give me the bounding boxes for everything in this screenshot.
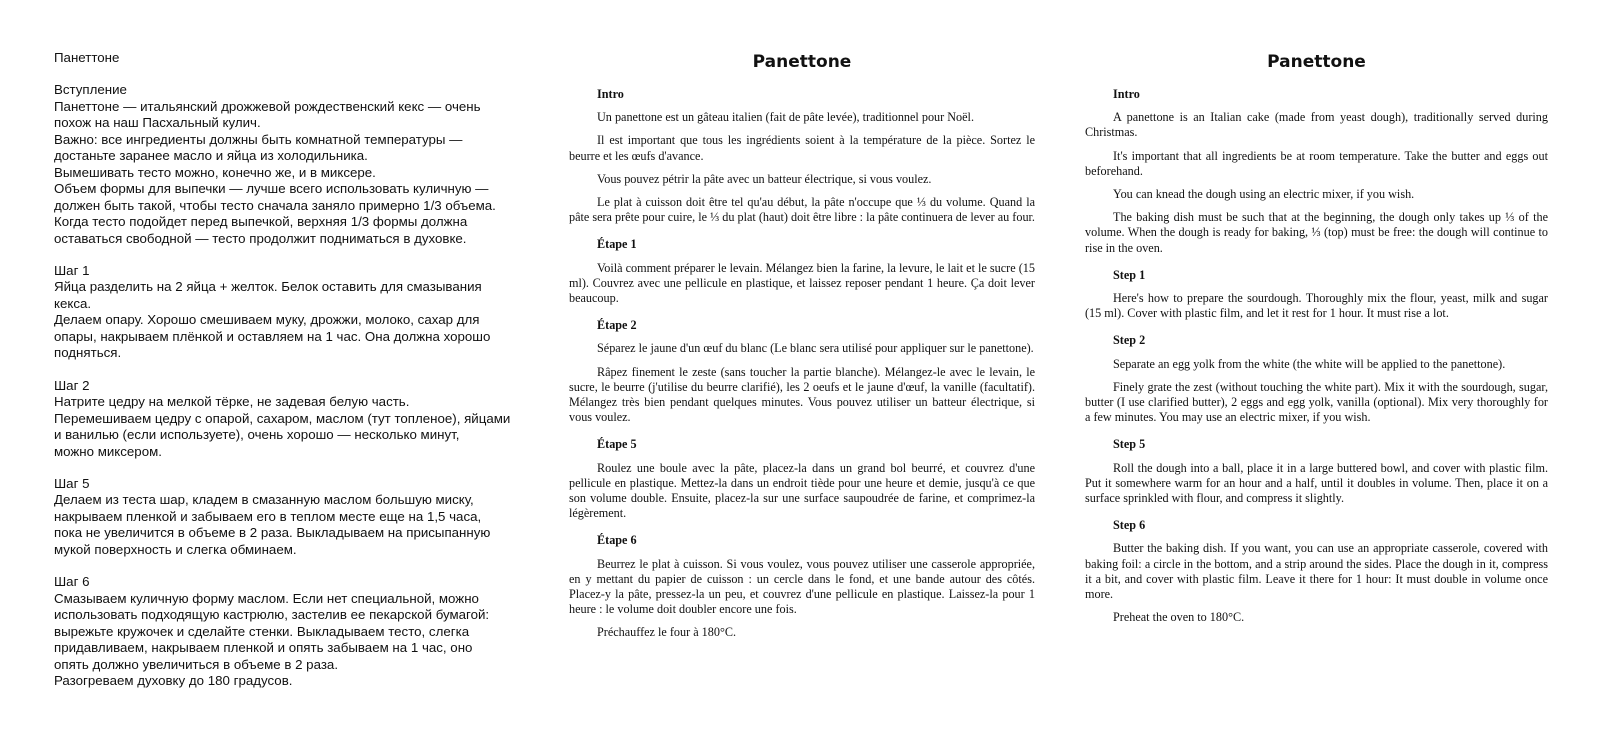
ru-intro-line: Важно: все ингредиенты должны быть комнатной температуры —	[54, 131, 463, 147]
ru-step6-line: Разогреваем духовку до 180 градусов.	[54, 672, 293, 688]
fr-step2-paragraph: Râpez finement le zeste (sans toucher la partie blanche). Mélangez-le avec le levain, le sucre, le beurre (j'utilise du beurre clarifié), les 2 oeufs et le jaune d'œuf, la vanille (facultatif). Mélangez très bien pendant quelques minutes. Vous pouvez utiliser un batteur électrique, si vous voulez.	[569, 364, 1035, 425]
ru-intro-line: Когда тесто подойдет перед выпечкой, верхняя 1/3 формы должна	[54, 214, 468, 230]
en-title: Panettone	[1267, 52, 1366, 72]
fr-intro-paragraph: Il est important que tous les ingrédients soient à la température de la pièce. Sortez le beurre et les œufs d'avance.	[569, 133, 1035, 163]
en-step6-heading: Step 6	[1113, 518, 1146, 533]
fr-intro-paragraph: Un panettone est un gâteau italien (fait de pâte levée), traditionnel pour Noël.	[597, 110, 974, 125]
fr-step2-paragraph: Séparez le jaune d'un œuf du blanc (Le blanc sera utilisé pour appliquer sur le panettone).	[597, 341, 1034, 356]
fr-step1-paragraph: Voilà comment préparer le levain. Mélangez bien la farine, la levure, le lait et le sucre (15 ml). Couvrez avec une pellicule en plastique, et laissez reposer pendant 1 heure. Ça doit lever beaucoup.	[569, 260, 1035, 306]
ru-step1-line: Делаем опару. Хорошо смешиваем муку, дрожжи, молоко, сахар для	[54, 312, 480, 328]
ru-step6-line: вырежьте кружочек и сделайте стенки. Выкладываем тесто, слегка	[54, 623, 470, 639]
ru-intro-line: должен быть такой, чтобы тесто сначала заняло примерно 1/3 объема.	[54, 197, 496, 213]
fr-step6-paragraph: Préchauffez le four à 180°C.	[597, 625, 736, 640]
ru-intro-line: достаньте заранее масло и яйца из холодильника.	[54, 148, 368, 164]
ru-step1-heading: Шаг 1	[54, 262, 90, 278]
en-intro-paragraph: It's important that all ingredients be at room temperature. Take the butter and eggs out beforehand.	[1085, 148, 1548, 178]
ru-intro-heading: Вступление	[54, 82, 127, 98]
fr-step6-paragraph: Beurrez le plat à cuisson. Si vous voulez, vous pouvez utiliser une casserole appropriée, en y mettant du papier de cuisson : un cercle dans le fond, et une bande autour des côtés. Placez-y la pâte, pressez-la un peu, et couvrez d'une pellicule en plastique. Laissez-la pour 1 heure : le volume doit doubler encore une fois.	[569, 556, 1035, 617]
fr-intro-heading: Intro	[597, 87, 624, 101]
en-step2-heading: Step 2	[1113, 333, 1146, 348]
ru-step2-line: можно миксером.	[54, 443, 162, 459]
en-intro-paragraph: The baking dish must be such that at the beginning, the dough only takes up ⅓ of the volume. When the dough is ready for baking, ⅓ (top) must be free: the dough will continue to rise in the oven.	[1085, 210, 1548, 255]
en-step5-heading: Step 5	[1113, 437, 1146, 452]
en-step2-paragraph: Separate an egg yolk from the white (the white will be applied to the panettone).	[1113, 356, 1506, 371]
en-intro-heading: Intro	[1113, 87, 1140, 101]
ru-intro-line: Панеттоне — итальянский дрожжевой рождественский кекс — очень	[54, 98, 481, 114]
en-step2-paragraph: Finely grate the zest (without touching the white part). Mix it with the sourdough, sugar, butter (I use clarified butter), 2 eggs and egg yolk, vanilla (optional). Mix very thoroughly for a few minutes. You may use an electric mixer, if you wish.	[1085, 379, 1548, 425]
en-step5-paragraph: Roll the dough into a ball, place it in a large buttered bowl, and cover with plastic film. Put it somewhere warm for an hour and a half, until it doubles in volume. Then, place it on a surface sprinkled with flour, and compress it slightly.	[1085, 460, 1548, 506]
ru-step5-line: мукой поверхность и слегка обминаем.	[54, 541, 297, 557]
ru-step6-heading: Шаг 6	[54, 574, 90, 590]
ru-step1-line: опары, накрываем плёнкой и оставляем на 1 час. Она должна хорошо	[54, 328, 491, 344]
ru-intro-line: оставаться свободной — тесто продолжит подниматься в духовке.	[54, 230, 467, 246]
ru-step6-line: придавливаем, накрываем пленкой и опять забываем на 1 час, оно	[54, 640, 473, 656]
ru-step1-line: Яйца разделить на 2 яйца + желток. Белок оставить для смазывания	[54, 279, 482, 295]
fr-step6-heading: Étape 6	[597, 533, 637, 548]
russian-document	[0, 0, 528, 734]
fr-step5-paragraph: Roulez une boule avec la pâte, placez-la dans un grand bol beurré, et couvrez d'une pellicule en plastique. Mettez-la dans un endroit tiède pour une heure et demie, jusqu'à ce que son volume double. Ensuite, placez-la sur une surface saupoudrée de farine, et comprimez-la légèrement.	[569, 460, 1035, 521]
en-intro-paragraph: You can knead the dough using an electric mixer, if you wish.	[1113, 187, 1415, 202]
ru-step2-section	[54, 378, 528, 460]
ru-step5-heading: Шаг 5	[54, 475, 90, 491]
ru-step5-section	[54, 476, 528, 558]
en-intro-paragraph: A panettone is an Italian cake (made from yeast dough), traditionally served during Christmas.	[1085, 110, 1548, 140]
ru-step2-line: и ванилью (если используете), очень хорошо — несколько минут,	[54, 427, 460, 443]
ru-step6-line: Смазываем куличную форму маслом. Если нет специальной, можно	[54, 590, 479, 606]
ru-intro-line: Объем формы для выпечки — лучше всего использовать куличную —	[54, 181, 489, 197]
ru-step1-line: подняться.	[54, 345, 122, 361]
ru-step5-line: пока не увеличится в объеме в 2 раза. Выкладываем на присыпанную	[54, 525, 491, 541]
ru-step2-line: Перемешиваем цедру с опарой, сахаром, маслом (тут топленое), яйцами	[54, 410, 511, 426]
ru-step1-section	[54, 263, 528, 362]
ru-step6-section	[54, 574, 528, 689]
fr-step1-heading: Étape 1	[597, 237, 637, 252]
ru-step1-line: кекса.	[54, 295, 92, 311]
ru-step6-line: использовать подходящую кастрюлю, застелив ее пекарской бумагой:	[54, 607, 490, 623]
english-document	[1085, 0, 1548, 734]
ru-step5-line: накрываем пленкой и забываем его в теплом месте еще на 1,5 часа,	[54, 508, 482, 524]
ru-step5-line: Делаем из теста шар, кладем в смазанную маслом большую миску,	[54, 492, 474, 508]
ru-intro-section	[54, 82, 528, 247]
french-document	[569, 0, 1035, 734]
en-step6-paragraph: Butter the baking dish. If you want, you can use an appropriate casserole, covered with baking foil: a circle in the bottom, and a strip around the sides. Place the dough in it, compress it a bit, and cover with plastic film. Leave it there for 1 hour: It must double in volume once more.	[1085, 541, 1548, 602]
ru-intro-line: Вымешивать тесто можно, конечно же, и в миксере.	[54, 164, 376, 180]
ru-title: Панеттоне	[54, 50, 120, 65]
fr-intro-paragraph: Vous pouvez pétrir la pâte avec un batteur électrique, si vous voulez.	[597, 171, 932, 186]
en-step6-paragraph: Preheat the oven to 180°C.	[1113, 610, 1245, 625]
ru-step6-line: опять должно увеличиться в объеме в 2 раза.	[54, 656, 339, 672]
fr-step2-heading: Étape 2	[597, 318, 637, 333]
fr-intro-paragraph: Le plat à cuisson doit être tel qu'au début, la pâte n'occupe que ⅓ du volume. Quand la pâte sera prête pour cuire, le ⅓ du plat (haut) doit être libre : la pâte continuera de lever au four.	[569, 195, 1035, 225]
ru-intro-line: похож на наш Пасхальный кулич.	[54, 115, 261, 131]
en-step1-paragraph: Here's how to prepare the sourdough. Thoroughly mix the flour, yeast, milk and sugar (15 ml). Cover with plastic film, and let it rest for 1 hour. It must rise a lot.	[1085, 291, 1548, 321]
en-step1-heading: Step 1	[1113, 267, 1146, 282]
ru-step2-heading: Шаг 2	[54, 377, 90, 393]
fr-step5-heading: Étape 5	[597, 437, 637, 452]
fr-title: Panettone	[752, 52, 852, 72]
ru-step2-line: Натрите цедру на мелкой тёрке, не задевая белую часть.	[54, 394, 410, 410]
